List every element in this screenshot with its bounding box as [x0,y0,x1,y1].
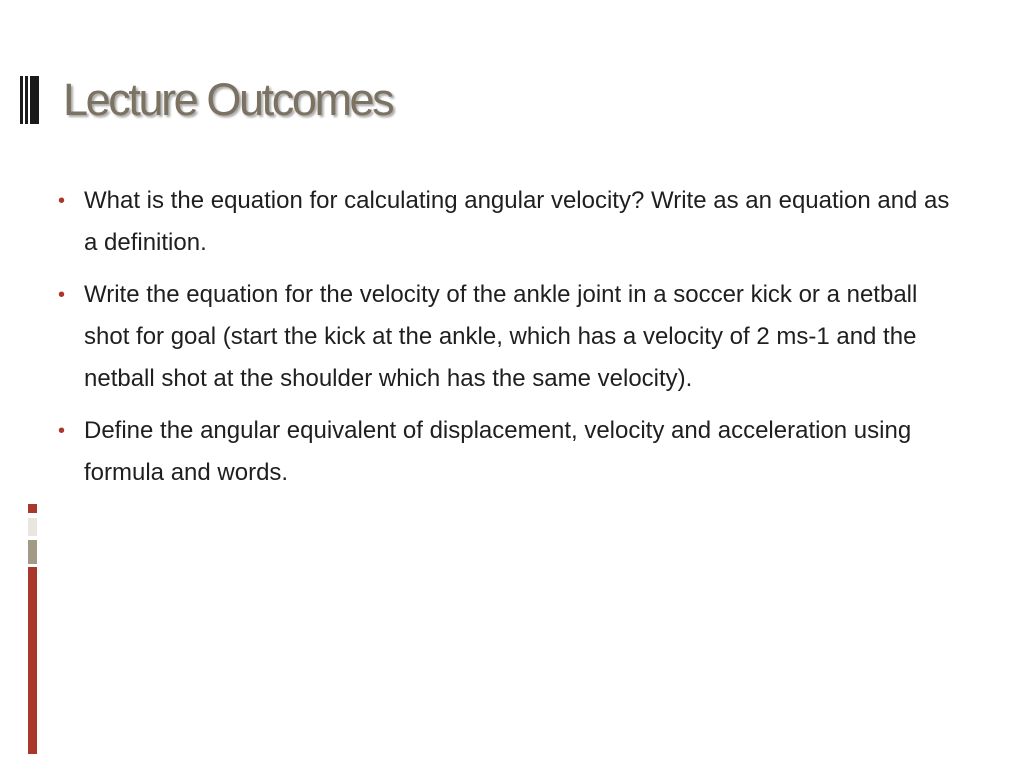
bullet-item [58,180,958,264]
bullet-marker: • [58,284,66,306]
bullet-marker: • [58,190,66,212]
bullet-text: Define the angular equivalent of displacement, velocity and acceleration using formula and words. [84,417,912,486]
side-decoration-bars [28,504,40,754]
bullet-item [58,410,958,494]
title-bar-3 [30,76,39,124]
title-bar-1 [20,76,23,124]
bullet-item [58,274,958,400]
side-bar-red-long [28,567,37,754]
bullet-text: What is the equation for calculating angular velocity? Write as an equation and as a definition. [84,187,950,256]
bullet-text: Write the equation for the velocity of the ankle joint in a soccer kick or a netball shot for goal (start the kick at the ankle, which has a velocity of 2 ms-1 and the netball shot at the shoulder which has the same velocity). [84,281,918,392]
slide-title: Lecture Outcomes [63,74,393,125]
title-bar-2 [25,76,28,124]
bullet-marker: • [58,420,66,442]
side-bar-light [28,518,37,536]
side-bar-tan [28,540,37,564]
title-decoration-bars [20,76,40,124]
side-bar-red-small [28,504,37,513]
bullet-list [58,180,958,504]
